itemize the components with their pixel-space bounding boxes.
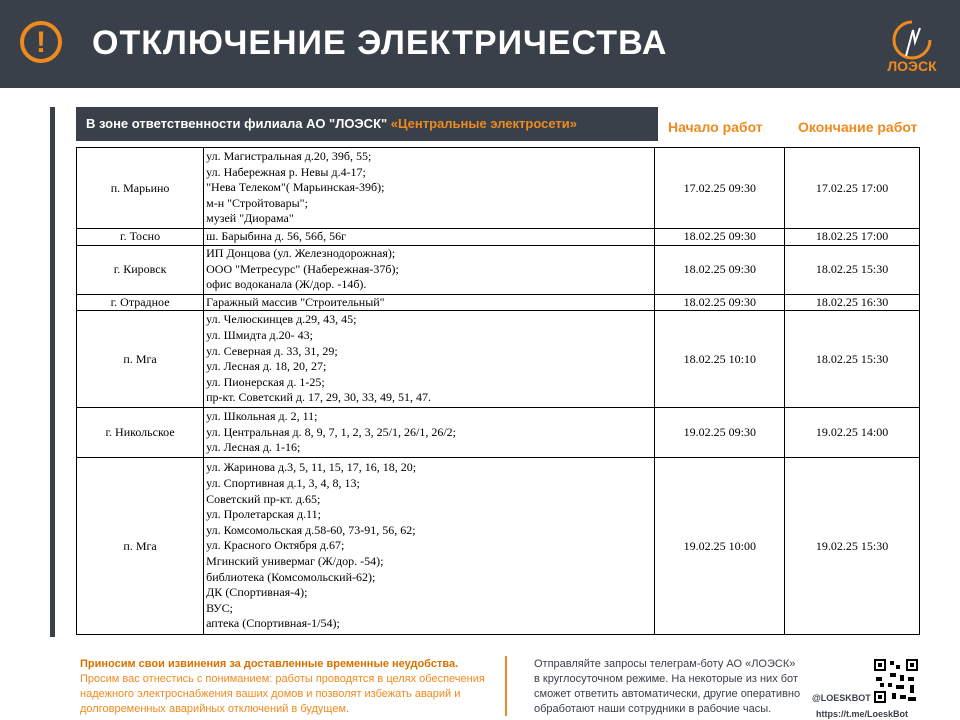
- column-header-start: Начало работ: [668, 119, 763, 135]
- table-row: [77, 245, 920, 294]
- address-line: Советский пр-кт. д.65;: [206, 491, 321, 506]
- apology-text: Приносим свои извинения за доставленные временные неудобства.: [80, 658, 459, 670]
- address-line: ВУС;: [206, 600, 233, 615]
- address-cell: [204, 458, 655, 635]
- start-time-cell: 19.02.25 09:30: [655, 408, 785, 458]
- bot-link[interactable]: https://t.me/LoeskBot: [816, 709, 909, 719]
- loesk-logo: [884, 16, 940, 76]
- address-line: ш. Барыбина д. 56, 56б, 56г: [206, 229, 347, 243]
- end-time-cell: 18.02.25 17:00: [785, 229, 920, 246]
- address-line: Мгинский универмаг (Ж/дор. -54);: [206, 553, 384, 568]
- address-line: "Нева Телеком"( Марьинская-39б);: [206, 180, 385, 195]
- address-line: ул. Магистральная д.20, 39б, 55;: [206, 149, 372, 164]
- address-line: ООО "Метресурс" (Набережная-37б);: [206, 261, 399, 276]
- start-time-cell: 17.02.25 09:30: [655, 148, 785, 229]
- qr-code-icon[interactable]: [872, 657, 920, 705]
- footer-apology-block: [80, 657, 490, 717]
- address-cell: [204, 408, 655, 458]
- address-line: аптека (Спортивная-1/54);: [206, 616, 340, 631]
- address-line: пр-кт. Советский д. 17, 29, 30, 33, 49, 51, 47.: [206, 390, 431, 405]
- address-line: офис водоканала (Ж/дор. -14б).: [206, 277, 367, 292]
- end-time-cell: 18.02.25 15:30: [785, 311, 920, 408]
- start-time-cell: 18.02.25 10:10: [655, 311, 785, 408]
- zone-highlight: «Центральные электросети»: [390, 116, 577, 131]
- schedule-table: [76, 147, 920, 635]
- location-cell: г. Отрадное: [77, 294, 204, 311]
- address-line: музей "Диорама": [206, 211, 294, 226]
- address-cell: [204, 229, 655, 246]
- zone-banner: [76, 107, 658, 141]
- address-line: ДК (Спортивная-4);: [206, 585, 308, 600]
- address-cell: [204, 245, 655, 294]
- address-line: библиотека (Комсомольский-62);: [206, 569, 376, 584]
- column-header-end: Окончание работ: [798, 119, 918, 135]
- address-line: ИП Донцова (ул. Железнодорожная);: [206, 246, 396, 261]
- address-line: ул. Спортивная д.1, 3, 4, 8, 13;: [206, 476, 360, 491]
- zone-prefix: В зоне ответственности филиала АО "ЛОЭСК": [86, 116, 391, 131]
- location-cell: п. Марьино: [77, 148, 204, 229]
- location-cell: г. Никольское: [77, 408, 204, 458]
- end-time-cell: 19.02.25 14:00: [785, 408, 920, 458]
- end-time-cell: 18.02.25 15:30: [785, 245, 920, 294]
- address-line: ул. Пионерская д. 1-25;: [206, 374, 325, 389]
- start-time-cell: 18.02.25 09:30: [655, 245, 785, 294]
- table-row: [77, 229, 920, 246]
- start-time-cell: 18.02.25 09:30: [655, 294, 785, 311]
- apology-note: Просим вас отнестись с пониманием: работы проводятся в целях обеспечения надежного электроснабжения ваших домов и позволят избежать аварий и долговременных аварийных отключений в будущем.: [80, 673, 485, 715]
- location-cell: п. Мга: [77, 458, 204, 635]
- address-line: ул. Комсомольская д.58-60, 73-91, 56, 62;: [206, 522, 416, 537]
- table-row: [77, 458, 920, 635]
- address-line: ул. Жаринова д.3, 5, 11, 15, 17, 16, 18, 20;: [206, 460, 417, 475]
- address-line: ул. Лесная д. 18, 20, 27;: [206, 359, 327, 374]
- address-line: ул. Пролетарская д.11;: [206, 507, 321, 522]
- address-line: ул. Набережная р. Невы д.4-17;: [206, 164, 366, 179]
- location-cell: г. Тосно: [77, 229, 204, 246]
- end-time-cell: 19.02.25 15:30: [785, 458, 920, 635]
- address-line: Гаражный массив "Строительный": [206, 294, 385, 309]
- address-cell: [204, 311, 655, 408]
- location-cell: г. Кировск: [77, 245, 204, 294]
- table-row: [77, 148, 920, 229]
- table-row: [77, 311, 920, 408]
- address-line: ул. Красного Октября д.67;: [206, 538, 345, 553]
- footer-divider: [505, 656, 507, 716]
- footer-bot-info: Отправляйте запросы телеграм-боту АО «ЛОЭСК» в круглосуточном режиме. На некоторые из них бот сможет ответить автоматически, другие оперативно обработают наши сотрудники в рабочие часы.: [534, 658, 801, 715]
- end-time-cell: 18.02.25 16:30: [785, 294, 920, 311]
- page-title: ОТКЛЮЧЕНИЕ ЭЛЕКТРИЧЕСТВА: [92, 24, 668, 62]
- bot-handle: @LOESKBOT: [812, 693, 871, 703]
- address-line: ул. Центральная д. 8, 9, 7, 1, 2, 3, 25/1, 26/1, 26/2;: [206, 424, 456, 439]
- address-line: м-н "Стройтовары";: [206, 195, 308, 210]
- logo-lightning-icon: [884, 16, 940, 60]
- address-line: ул. Лесная д. 1-16;: [206, 440, 301, 455]
- start-time-cell: 19.02.25 10:00: [655, 458, 785, 635]
- start-time-cell: 18.02.25 09:30: [655, 229, 785, 246]
- address-cell: [204, 294, 655, 311]
- address-line: ул. Челюскинцев д.29, 43, 45;: [206, 312, 357, 327]
- warning-icon: !: [20, 21, 62, 63]
- location-cell: п. Мга: [77, 311, 204, 408]
- accent-vertical-bar: [50, 107, 55, 637]
- address-line: ул. Шмидта д.20- 43;: [206, 328, 313, 342]
- header-bar: [0, 0, 960, 88]
- logo-text: ЛОЭСК: [887, 58, 937, 74]
- address-line: ул. Северная д. 33, 31, 29;: [206, 343, 338, 358]
- address-cell: [204, 148, 655, 229]
- table-row: [77, 408, 920, 458]
- table-row: [77, 294, 920, 311]
- end-time-cell: 17.02.25 17:00: [785, 148, 920, 229]
- address-line: ул. Школьная д. 2, 11;: [206, 409, 318, 424]
